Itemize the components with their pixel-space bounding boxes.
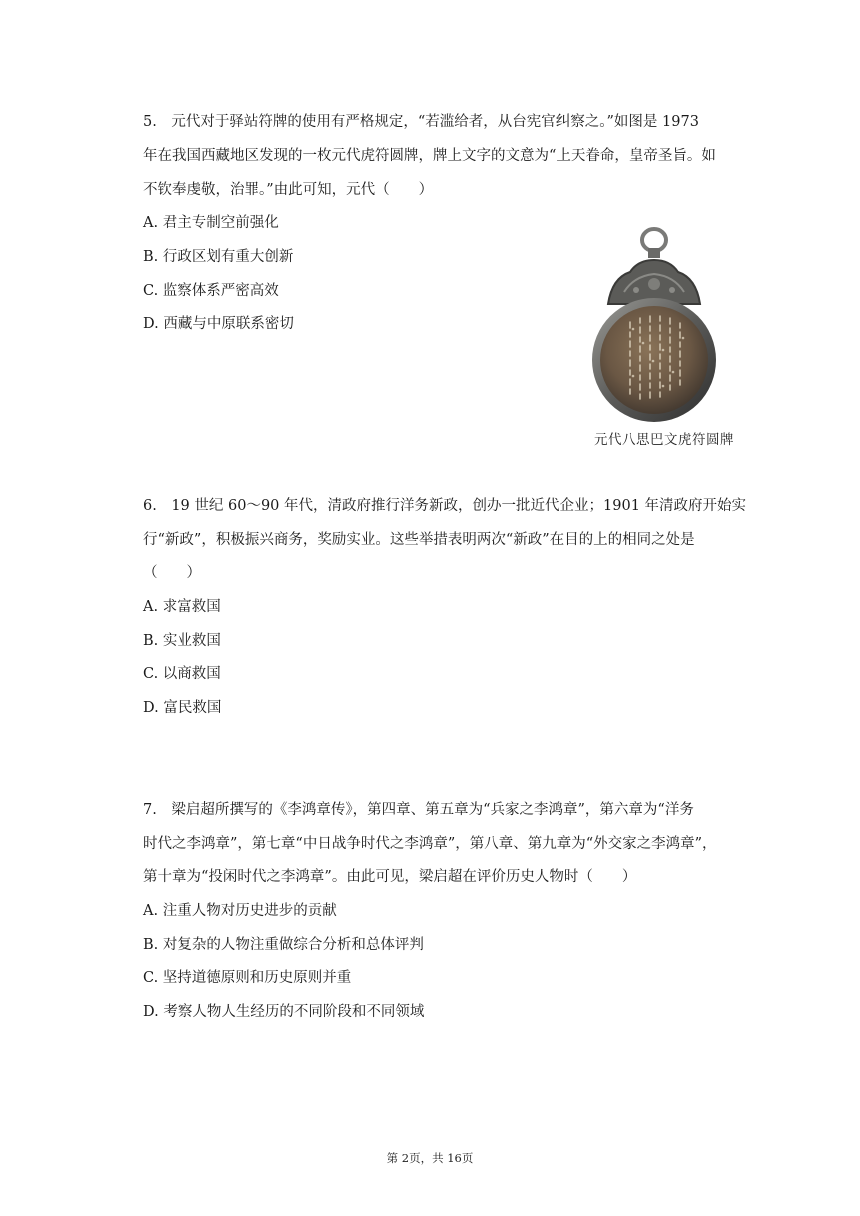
question-6-option-a: A. 求富救国	[143, 599, 221, 615]
page-footer: 第 2页，共 16页	[386, 1151, 474, 1165]
tiger-tally-image	[578, 226, 750, 430]
question-7-line-3: 第十章为“投闲时代之李鸿章”。由此可见，梁启超在评价历史人物时（ ）	[143, 869, 637, 885]
question-5-line-3: 不钦奉虔敬，治罪。”由此可知，元代（ ）	[143, 182, 434, 198]
question-5-option-a: A. 君主专制空前强化	[143, 215, 279, 231]
question-6-line-1: 6. 19 世纪 60～90 年代，清政府推行洋务新政，创办一批近代企业；1901 年清政府开始实	[143, 498, 747, 514]
figure-caption: 元代八思巴文虎符圆牌	[594, 432, 734, 448]
question-6-line-3: （ ）	[143, 565, 201, 581]
question-7-option-a: A. 注重人物对历史进步的贡献	[143, 903, 337, 919]
question-5-option-b: B. 行政区划有重大创新	[143, 249, 294, 265]
question-6-option-d: D. 富民救国	[143, 700, 222, 716]
tiger-tally-figure	[578, 226, 750, 456]
question-7-line-2: 时代之李鸿章”，第七章“中日战争时代之李鸿章”，第八章、第九章为“外交家之李鸿章”，	[143, 836, 717, 852]
question-7-option-d: D. 考察人物人生经历的不同阶段和不同领域	[143, 1004, 425, 1020]
question-5-option-d: D. 西藏与中原联系密切	[143, 316, 294, 332]
question-5-option-c: C. 监察体系严密高效	[143, 283, 279, 299]
question-6-option-c: C. 以商救国	[143, 666, 221, 682]
question-7-line-1: 7. 梁启超所撰写的《李鸿章传》，第四章、第五章为“兵家之李鸿章”，第六章为“洋务	[143, 802, 694, 818]
question-7-option-b: B. 对复杂的人物注重做综合分析和总体评判	[143, 937, 424, 953]
question-5-line-2: 年在我国西藏地区发现的一枚元代虎符圆牌，牌上文字的文意为“上天眷命，皇帝圣旨。如	[143, 148, 716, 164]
question-5-line-1: 5. 元代对于驿站符牌的使用有严格规定，“若滥给者，从台宪官纠察之。”如图是 1973	[143, 114, 699, 130]
question-6-option-b: B. 实业救国	[143, 633, 221, 649]
question-7-option-c: C. 坚持道德原则和历史原则并重	[143, 970, 352, 986]
question-6-line-2: 行“新政”，积极振兴商务，奖励实业。这些举措表明两次“新政”在目的上的相同之处是	[143, 532, 695, 548]
